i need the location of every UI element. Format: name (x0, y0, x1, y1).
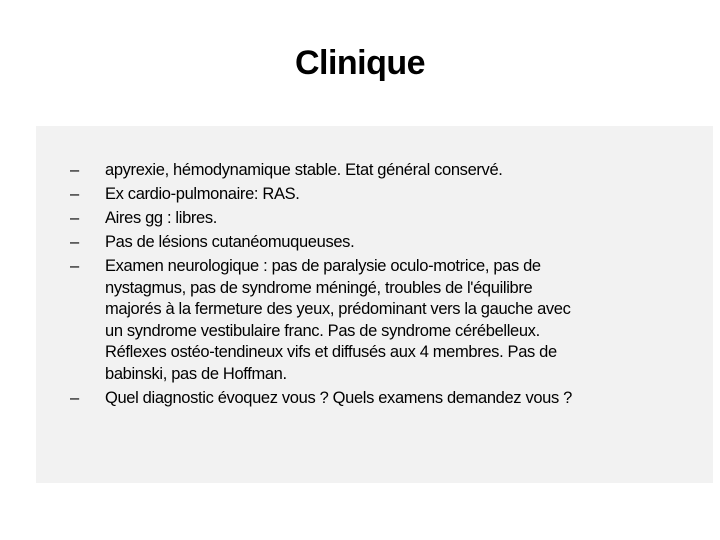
dash-bullet-icon: – (70, 161, 79, 179)
list-item-text: apyrexie, hémodynamique stable. Etat général conservé. (105, 161, 503, 179)
bullet-list (70, 160, 572, 412)
dash-bullet-icon: – (70, 233, 79, 251)
list-item (70, 208, 572, 230)
list-item-text: Aires gg : libres. (105, 209, 217, 227)
list-item (70, 256, 572, 385)
list-item (70, 160, 572, 182)
list-item-text: Quel diagnostic évoquez vous ? Quels examens demandez vous ? (105, 388, 572, 407)
list-item-text: Examen neurologique : pas de paralysie oculo-motrice, pas de (105, 257, 541, 275)
dash-bullet-icon: – (70, 185, 79, 203)
dash-bullet-icon: – (70, 257, 79, 275)
slide-title: Clinique (294, 44, 426, 82)
list-item-text: un syndrome vestibulaire franc. Pas de syndrome cérébelleux. (105, 321, 540, 340)
list-item-text: Pas de lésions cutanéomuqueuses. (105, 233, 355, 251)
list-item-text: nystagmus, pas de syndrome méningé, troubles de l'équilibre (105, 278, 533, 297)
list-item (70, 388, 572, 410)
list-item (70, 232, 572, 254)
list-item-text: babinski, pas de Hoffman. (105, 364, 287, 383)
dash-bullet-icon: – (70, 388, 79, 407)
list-item (70, 184, 572, 206)
dash-bullet-icon: – (70, 209, 79, 227)
list-item-text: Réflexes ostéo-tendineux vifs et diffusés aux 4 membres. Pas de (105, 343, 557, 361)
list-item-text: majorés à la fermeture des yeux, prédominant vers la gauche avec (105, 300, 571, 318)
list-item-text: Ex cardio-pulmonaire: RAS. (105, 185, 300, 203)
